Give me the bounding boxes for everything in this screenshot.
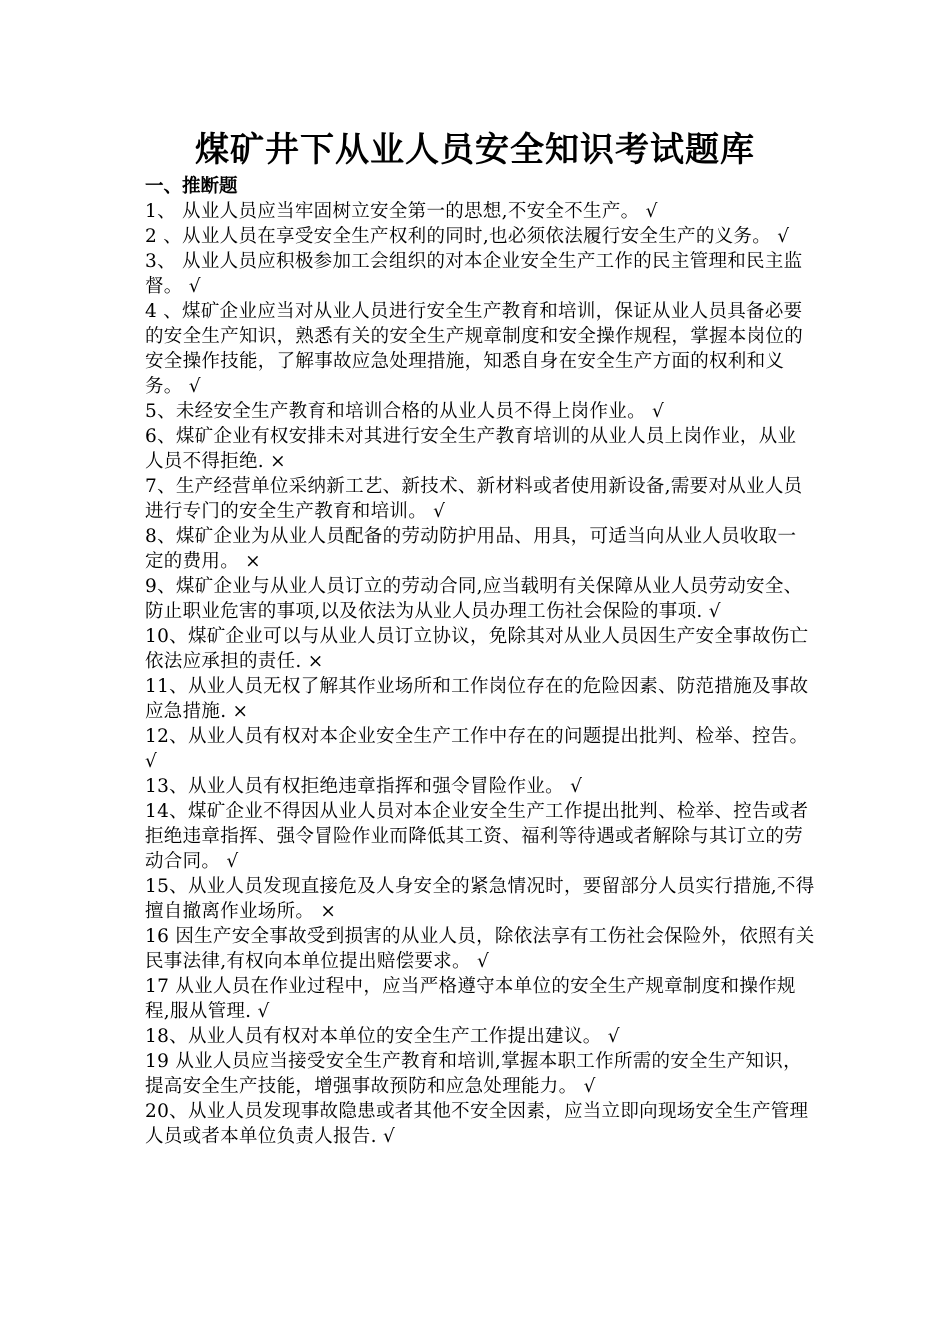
section-heading: 一、推断题 (145, 176, 238, 197)
document-body (145, 174, 815, 1149)
page-title: 煤矿井下从业人员安全知识考试题库 (195, 130, 755, 170)
question-9: 9、煤矿企业与从业人员订立的劳动合同,应当载明有关保障从业人员劳动安全、防止职业危害的事项,以及依法为从业人员办理工伤社会保险的事项. √ (145, 576, 803, 622)
question-4: 4 、煤矿企业应当对从业人员进行安全生产教育和培训，保证从业人员具备必要的安全生产知识，熟悉有关的安全生产规章制度和安全操作规程，掌握本岗位的安全操作技能，了解事故应急处理措施，知悉自身在安全生产方面的权利和义务。 √ (145, 301, 804, 397)
question-8: 8、煤矿企业为从业人员配备的劳动防护用品、用具，可适当向从业人员收取一定的费用。 × (145, 526, 797, 572)
question-15: 15、从业人员发现直接危及人身安全的紧急情况时，要留部分人员实行措施,不得擅自撤离作业场所。 × (145, 876, 815, 922)
question-20: 20、从业人员发现事故隐患或者其他不安全因素，应当立即向现场安全生产管理人员或者本单位负责人报告. √ (145, 1101, 809, 1147)
question-18: 18、从业人员有权对本单位的安全生产工作提出建议。 √ (145, 1026, 620, 1047)
question-1: 1、 从业人员应当牢固树立安全第一的思想,不安全不生产。 √ (145, 201, 658, 222)
question-10: 10、煤矿企业可以与从业人员订立协议，免除其对从业人员因生产安全事故伤亡依法应承担的责任. × (145, 626, 809, 672)
question-19: 19 从业人员应当接受安全生产教育和培训,掌握本职工作所需的安全生产知识，提高安全生产技能，增强事故预防和应急处理能力。 √ (145, 1051, 802, 1097)
question-2: 2 、从业人员在享受安全生产权利的同时,也必须依法履行安全生产的义务。 √ (145, 226, 790, 247)
question-12: 12、从业人员有权对本企业安全生产工作中存在的问题提出批判、检举、控告。 √ (145, 726, 809, 772)
question-17: 17 从业人员在作业过程中，应当严格遵守本单位的安全生产规章制度和操作规程,服从管理. √ (145, 976, 796, 1022)
question-16: 16 因生产安全事故受到损害的从业人员，除依法享有工伤社会保险外，依照有关民事法律,有权向本单位提出赔偿要求。 √ (145, 926, 815, 972)
question-6: 6、煤矿企业有权安排未对其进行安全生产教育培训的从业人员上岗作业，从业人员不得拒绝. × (145, 426, 797, 472)
question-3: 3、 从业人员应积极参加工会组织的对本企业安全生产工作的民主管理和民主监督。 √ (145, 251, 803, 297)
question-5: 5、未经安全生产教育和培训合格的从业人员不得上岗作业。 √ (145, 401, 665, 422)
question-14: 14、煤矿企业不得因从业人员对本企业安全生产工作提出批判、检举、控告或者拒绝违章指挥、强令冒险作业而降低其工资、福利等待遇或者解除与其订立的劳动合同。 √ (145, 801, 809, 872)
question-13: 13、从业人员有权拒绝违章指挥和强令冒险作业。 √ (145, 776, 583, 797)
question-11: 11、从业人员无权了解其作业场所和工作岗位存在的危险因素、防范措施及事故应急措施. × (145, 676, 809, 722)
question-7: 7、生产经营单位采纳新工艺、新技术、新材料或者使用新设备,需要对从业人员进行专门的安全生产教育和培训。 √ (145, 476, 803, 522)
